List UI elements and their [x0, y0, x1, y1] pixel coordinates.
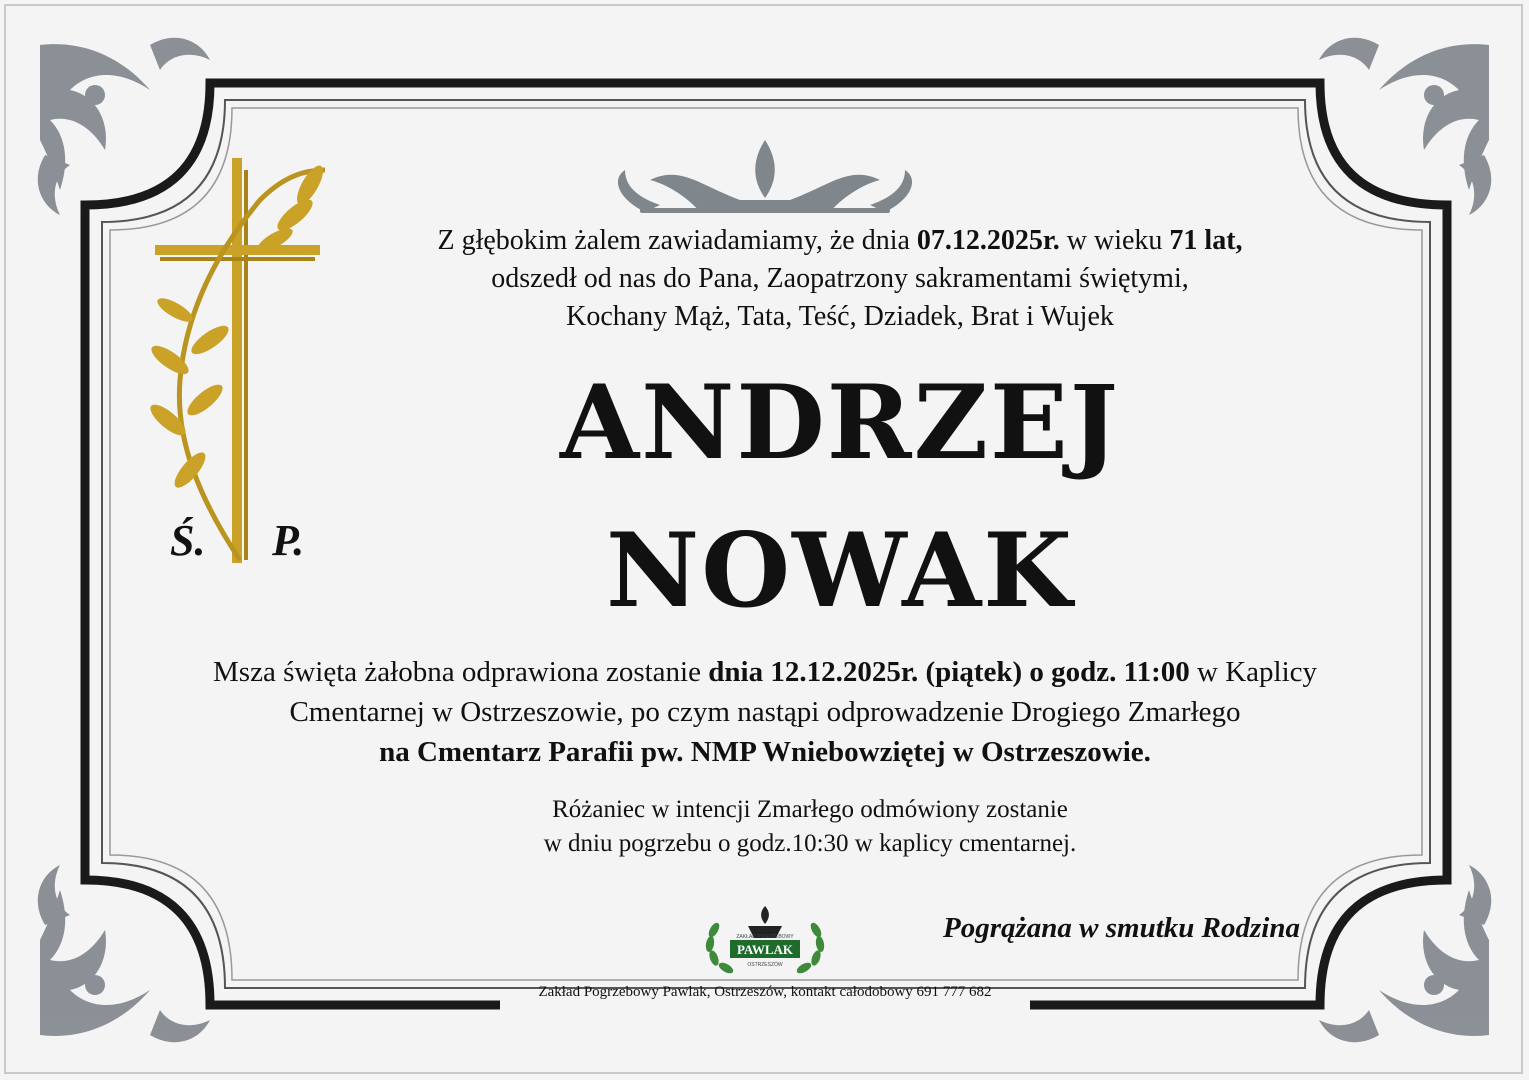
intro-line-2: odszedł od nas do Pana, Zaopatrzony sakramentami świętymi,: [491, 263, 1189, 294]
intro-text: [300, 222, 1380, 336]
rosary-info: [360, 793, 1260, 861]
mass-line-1: [120, 652, 1410, 692]
corner-ornament-top-left: [38, 38, 210, 215]
mass-info: [120, 652, 1410, 772]
cemetery-name: na Cmentarz Parafii pw. NMP Wniebowziętej w Ostrzeszowie.: [379, 736, 1151, 768]
age: 71 lat,: [1169, 225, 1243, 256]
corner-ornament-bottom-right: [1319, 865, 1491, 1042]
rosary-line-2: w dniu pogrzebu o godz.10:30 w kaplicy cmentarnej.: [543, 830, 1077, 857]
corner-ornament-bottom-left: [38, 865, 210, 1042]
intro-line-1-text: Z głębokim żalem zawiadamiamy, że dnia: [437, 225, 917, 256]
mass-line-1-text: Msza święta żałobna odprawiona zostanie: [213, 656, 709, 688]
funeral-home-footer: Zakład Pogrzebowy Pawlak, Ostrzeszów, kontakt całodobowy 691 777 682: [538, 984, 992, 1000]
logo-brand: PAWLAK: [736, 942, 794, 957]
mass-line-3: [120, 732, 1410, 772]
mass-date-time: dnia 12.12.2025r. (piątek) o godz. 11:00: [708, 656, 1190, 688]
death-date: 07.12.2025r.: [916, 225, 1060, 256]
rosary-line-1: Różaniec w intencji Zmarłego odmówiony zostanie: [552, 796, 1068, 823]
intro-line-1: [300, 222, 1380, 260]
sp-right: P.: [272, 516, 305, 565]
last-name: NOWAK: [606, 511, 1074, 631]
logo-sub-text: OSTRZESZÓW: [747, 962, 783, 968]
top-center-ornament: [618, 140, 912, 213]
mass-line-1-end: w Kaplicy: [1189, 656, 1317, 688]
corner-ornament-top-right: [1319, 38, 1491, 215]
intro-line-1-mid: w wieku: [1059, 225, 1170, 256]
family-signature: Pogrążana w smutku Rodzina: [943, 912, 1300, 944]
sp-left: Ś.: [170, 516, 206, 565]
logo-arc-text: ZAKŁAD POGRZEBOWY: [736, 934, 794, 940]
first-name: ANDRZEJ: [559, 363, 1121, 483]
pawlak-logo: [700, 900, 830, 980]
intro-line-3: Kochany Mąż, Tata, Teść, Dziadek, Brat i Wujek: [566, 301, 1114, 332]
mass-line-2: Cmentarnej w Ostrzeszowie, po czym nastąpi odprowadzenie Drogiego Zmarłego: [289, 696, 1241, 728]
